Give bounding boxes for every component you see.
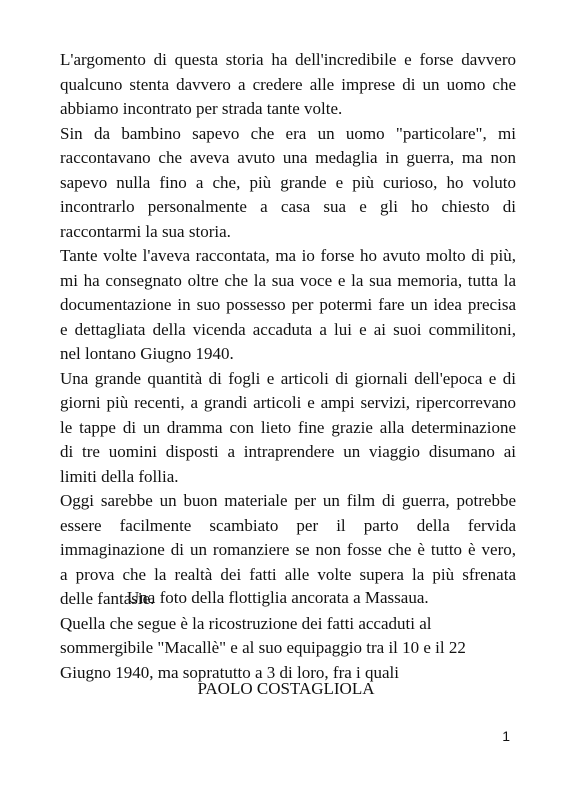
text-line: Sin da bambino sapevo che era un uomo "particolare", mi [60, 123, 516, 143]
text-line: L'argomento di questa storia ha dell'incredibile e forse davvero [60, 50, 516, 69]
text-line: sapevo nulla fino a che, più grande e più curioso, ho voluto [60, 172, 516, 192]
text-line: le tappe di un dramma con lieto fine grazie alla determinazione [60, 417, 516, 437]
page-number: 1 [502, 728, 510, 744]
text-line: e dettagliata della vicenda accaduta a lui e ai suoi commilitoni, [60, 319, 516, 339]
text-line: immaginazione di un romanziere se non fosse che è tutto è vero, [60, 540, 516, 559]
text-line: sommergibile "Macallè" e al suo equipaggio tra il 10 e il 22 [60, 638, 466, 657]
text-line: documentazione in suo possesso per potermi fare un idea precisa [60, 295, 516, 314]
text-line: limiti della follia. [60, 466, 179, 486]
text-line: qualcuno stenta davvero a credere alle imprese di un uomo che [60, 74, 516, 94]
text-line: delle fantasie. [60, 589, 155, 608]
text-line: Tante volte l'aveva raccontata, ma io forse ho avuto molto di più, [60, 246, 516, 265]
author-signature: PAOLO COSTAGLIOLA [197, 679, 375, 698]
text-line: Una grande quantità di fogli e articoli di giornali dell'epoca e di [60, 368, 516, 388]
text-line: essere facilmente scambiato per il parto della fervida [60, 515, 516, 535]
text-line: Quella che segue è la ricostruzione dei fatti accaduti al [60, 613, 432, 633]
text-line: giorni più recenti, a grandi articoli e ampi servizi, ripercorrevano [60, 393, 516, 412]
text-line: Giugno 1940, ma sopratutto a 3 di loro, fra i quali [60, 662, 399, 682]
text-line: incontrarlo personalmente a casa sua e gli ho chiesto di [60, 197, 516, 216]
text-line: a prova che la realtà dei fatti alle volte supera la più sfrenata [60, 564, 516, 584]
text-line: raccontarmi la sua storia. [60, 221, 231, 241]
text-line: di tre uomini disposti a intraprendere un viaggio disumano ai [60, 442, 516, 461]
text-line: mi ha consegnato oltre che la sua voce e la sua memoria, tutta la [60, 270, 516, 290]
text-line: nel lontano Giugno 1940. [60, 344, 234, 363]
text-line: Oggi sarebbe un buon materiale per un film di guerra, potrebbe [60, 491, 516, 510]
image-caption-overlay: Una foto della flottiglia ancorata a Massaua. [127, 588, 429, 607]
text-line: raccontavano che aveva avuto una medaglia in guerra, ma non [60, 148, 516, 167]
text-line: abbiamo incontrato per strada tante volte. [60, 99, 343, 118]
